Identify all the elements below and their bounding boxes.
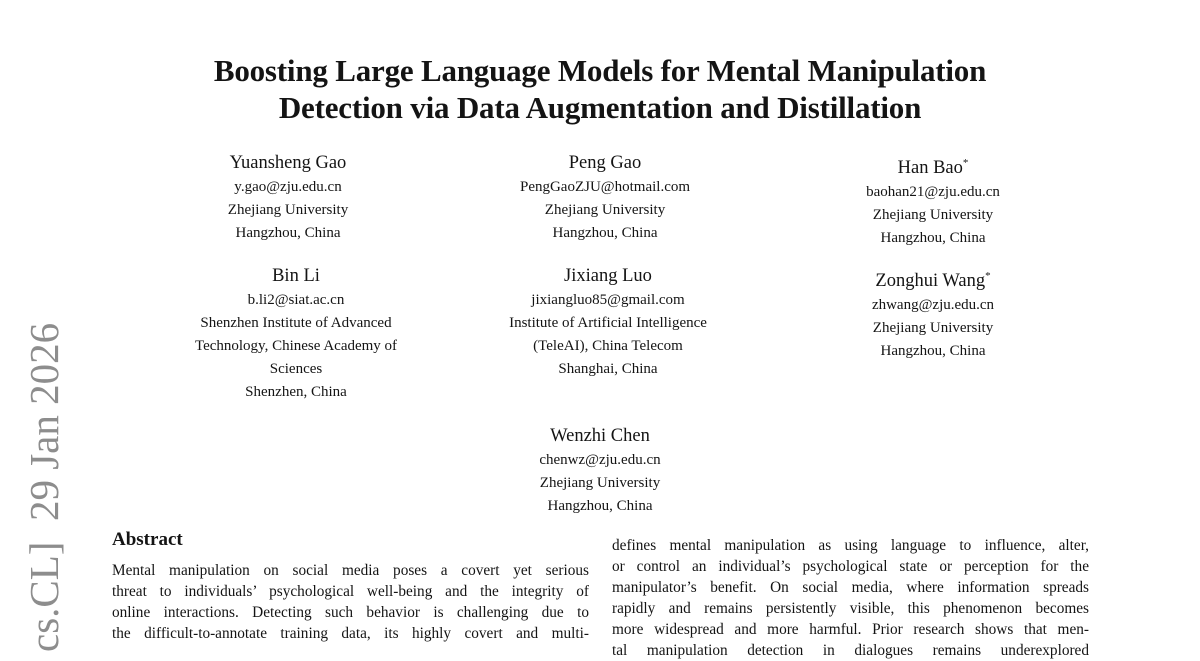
author-name-text: Han Bao	[897, 158, 963, 179]
author-block-bin-li	[195, 263, 397, 404]
author-name: Yuansheng Gao	[229, 153, 347, 173]
author-footnote-mark: *	[985, 270, 991, 282]
author-name-text: Zonghui Wang	[875, 271, 986, 292]
author-email: y.gao@zju.edu.cn	[234, 179, 342, 195]
abstract-text-line: the difficult-to-annotate training data, its highly covert and multi-	[112, 625, 589, 642]
author-name: Bin Li	[272, 266, 320, 286]
author-city-line: Shenzhen, China	[245, 384, 347, 400]
author-affiliation-line: Sciences	[269, 361, 323, 377]
abstract-section	[112, 528, 589, 644]
intro-text-line: rapidly and remains persistently visible, this phenomenon becomes	[612, 600, 1089, 617]
author-affiliation-line: Technology, Chinese Academy of	[194, 338, 398, 354]
author-block-zonghui-wang	[872, 263, 994, 363]
paper-title-line2: Detection via Data Augmentation and Distillation	[278, 90, 922, 125]
author-footnote-mark: *	[962, 157, 969, 169]
intro-text-line-partial: tal manipulation detection in dialogues remains underexplored	[612, 642, 1089, 659]
intro-text-line: more widespread and more harmful. Prior research shows that men-	[612, 621, 1089, 638]
author-city-line: Shanghai, China	[558, 361, 658, 377]
author-name: Jixiang Luo	[564, 266, 652, 286]
author-name	[872, 263, 994, 294]
intro-column	[612, 535, 1089, 661]
author-affiliation-line: Zhejiang University	[539, 475, 661, 491]
author-block-han-bao	[866, 150, 1000, 250]
author-name: Wenzhi Chen	[550, 426, 650, 446]
author-affiliation-line: Shenzhen Institute of Advanced	[200, 315, 392, 331]
author-affiliation-line: Zhejiang University	[872, 207, 994, 224]
author-block-jixiang-luo	[509, 263, 707, 381]
author-affiliation-line: (TeleAI), China Telecom	[533, 338, 683, 354]
intro-text-line: defines mental manipulation as using language to influence, alter,	[612, 537, 1089, 554]
author-affiliation-line: Zhejiang University	[544, 202, 666, 218]
author-city-line: Hangzhou, China	[547, 498, 653, 514]
author-email: PengGaoZJU@hotmail.com	[519, 179, 691, 195]
author-name: Peng Gao	[568, 153, 642, 173]
author-affiliation-line: Zhejiang University	[872, 320, 994, 337]
abstract-text-line: online interactions. Detecting such behavior is challenging due to	[112, 604, 589, 621]
paper-title	[0, 52, 1200, 126]
author-city-line: Hangzhou, China	[880, 343, 986, 360]
author-email: zhwang@zju.edu.cn	[871, 297, 995, 314]
arxiv-banner: cs.CL] 29 Jan 2026	[21, 322, 67, 652]
author-email: baohan21@zju.edu.cn	[866, 184, 1000, 201]
intro-text-line: or control an individual’s psychological state or perception for the	[612, 558, 1089, 575]
author-affiliation-line: Institute of Artificial Intelligence	[509, 315, 707, 331]
author-block-wenzhi-chen	[539, 423, 660, 518]
paper-title-line1: Boosting Large Language Models for Mental Manipulation	[213, 53, 987, 88]
intro-text-line: manipulator’s benefit. On social media, where information spreads	[612, 579, 1089, 596]
abstract-text-line: threat to individuals’ psychological well-being and the integrity of	[112, 583, 589, 600]
author-block-yuansheng-gao	[228, 150, 348, 245]
abstract-heading: Abstract	[112, 529, 183, 550]
author-block-peng-gao	[520, 150, 690, 245]
author-city-line: Hangzhou, China	[880, 230, 986, 247]
author-email: chenwz@zju.edu.cn	[539, 452, 661, 468]
abstract-text-line: Mental manipulation on social media poses a covert yet serious	[112, 562, 589, 579]
author-email: b.li2@siat.ac.cn	[247, 292, 345, 308]
author-email: jixiangluo85@gmail.com	[531, 292, 685, 308]
author-affiliation-line: Zhejiang University	[227, 202, 349, 218]
author-city-line: Hangzhou, China	[552, 225, 658, 241]
author-name	[866, 150, 1000, 181]
author-city-line: Hangzhou, China	[235, 225, 341, 241]
